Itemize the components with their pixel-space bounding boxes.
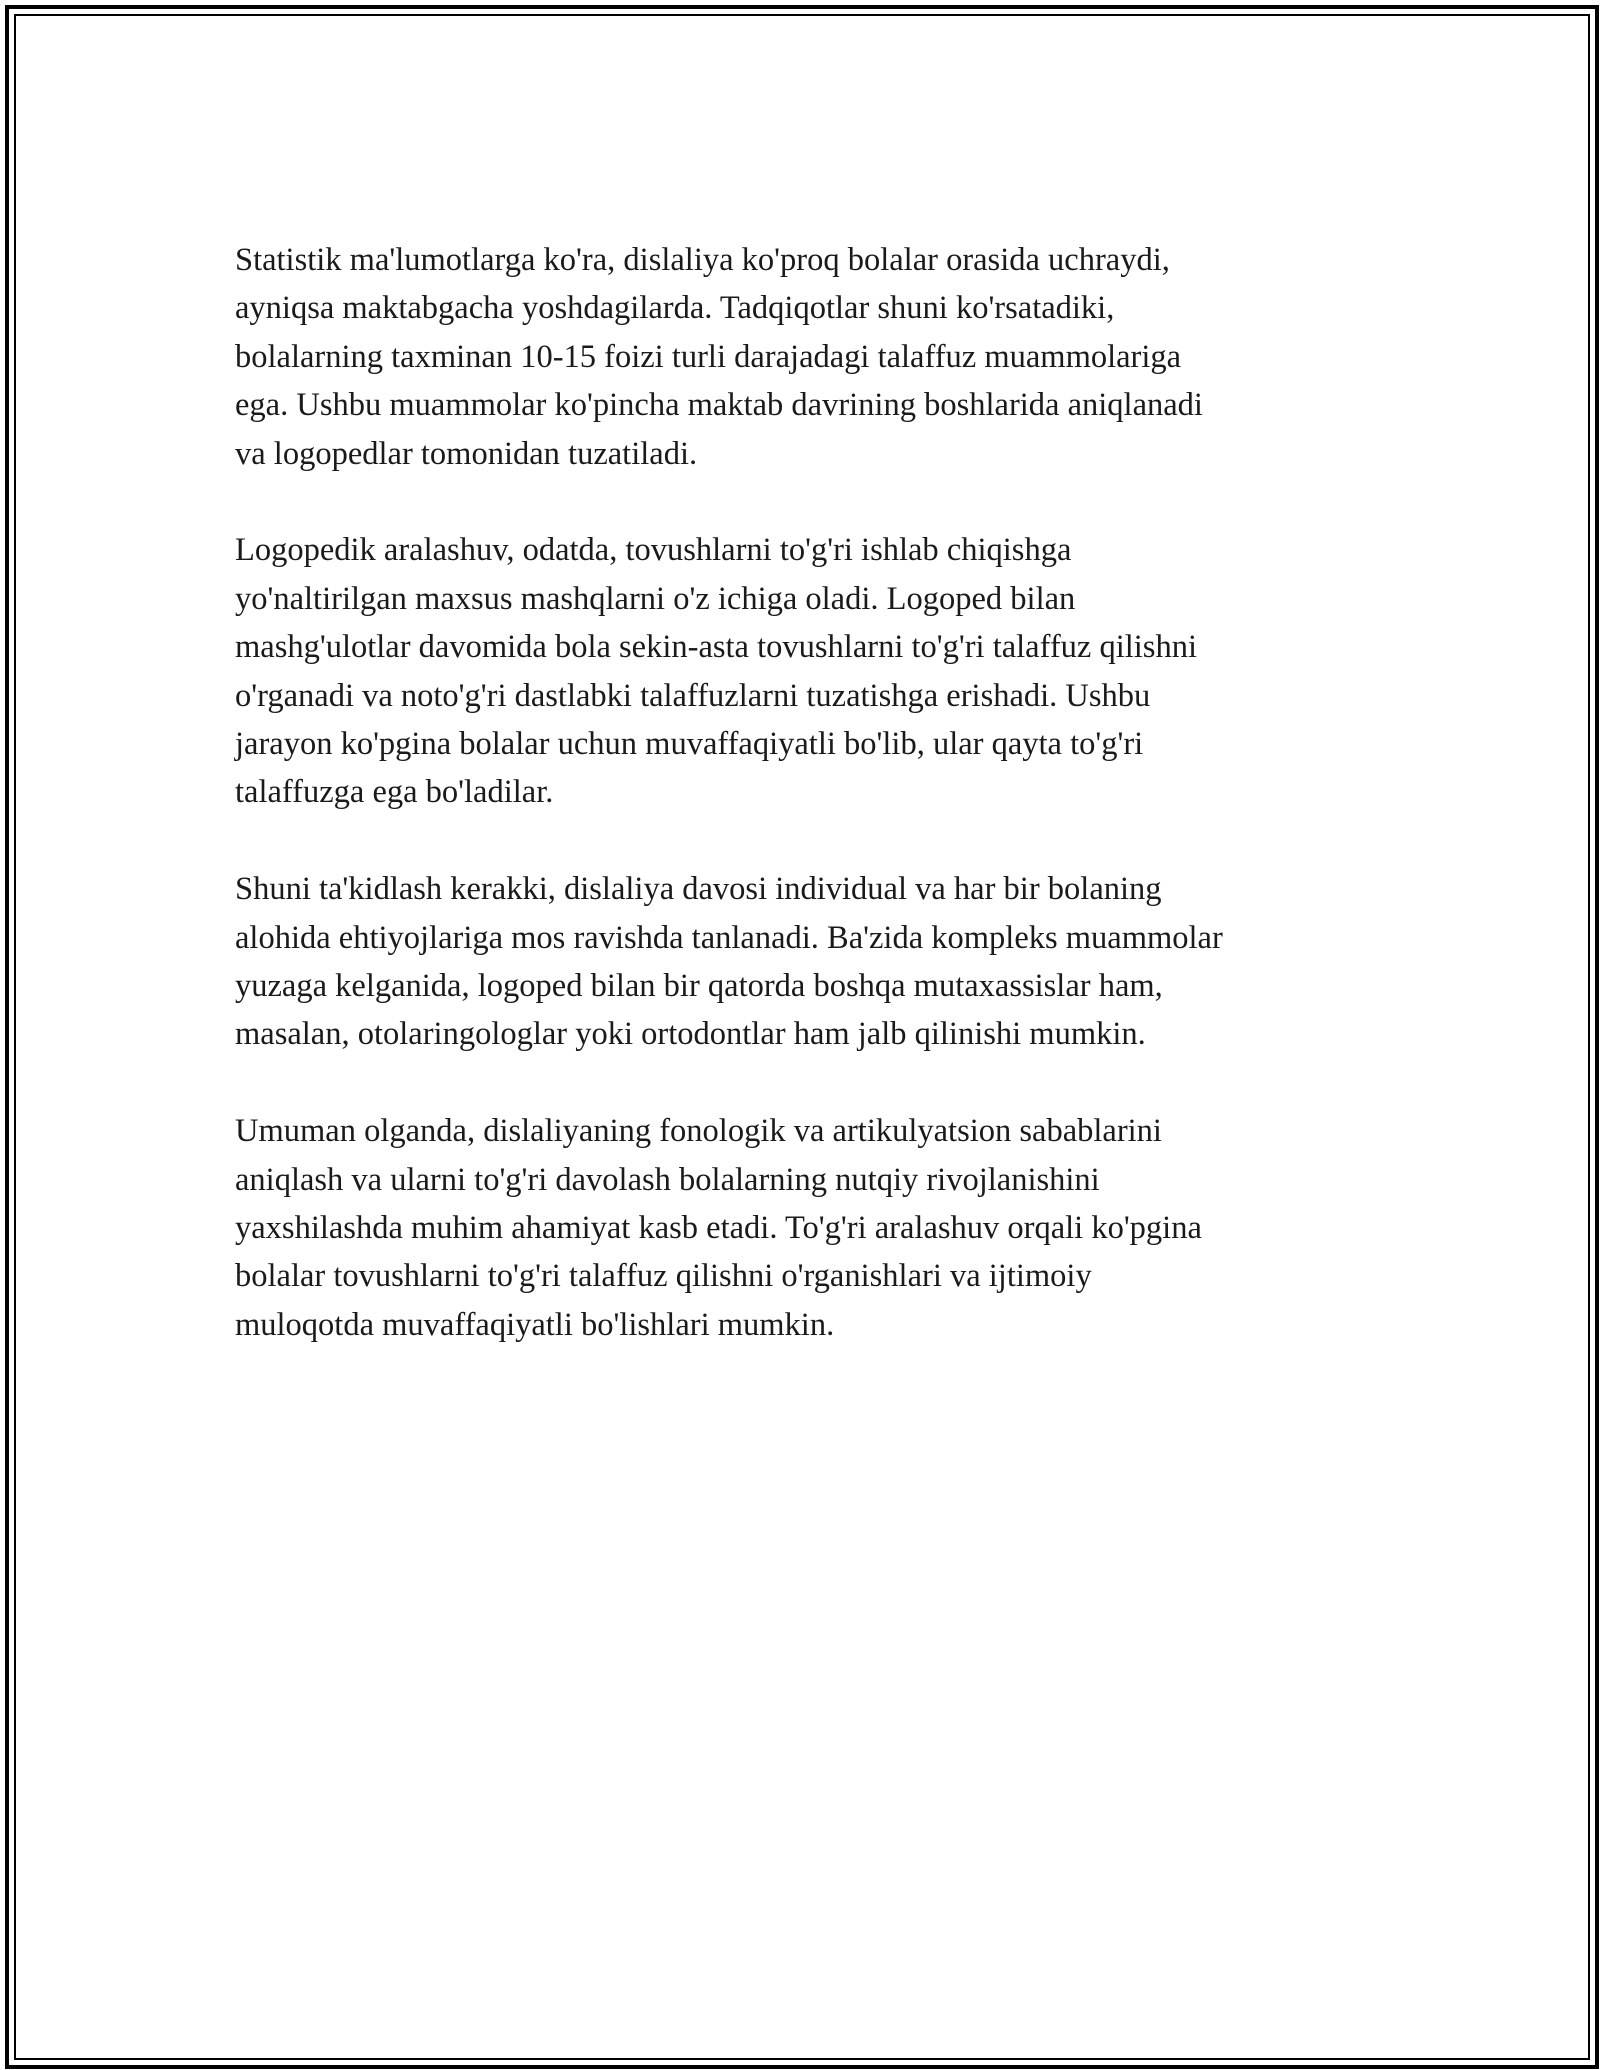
paragraph-conclusion: Umuman olganda, dislaliyaning fonologik va artikulyatsion sabablarini aniqlash va ularni to'g'ri davolash bolalarning nutqiy rivojlanishini yaxshilashda muhim ahamiyat kasb etadi. To'g'ri aralashuv orqali ko'pgina bolalar tovushlarni to'g'ri talaffuz qilishni o'rganishlari va ijtimoiy muloqotda muvaffaqiyatli bo'lishlari mumkin. [235, 1113, 1202, 1343]
document-body [235, 236, 1365, 1398]
paragraph-individual-treatment: Shuni ta'kidlash kerakki, dislaliya davosi individual va har bir bolaning alohida ehtiyojlariga mos ravishda tanlanadi. Ba'zida kompleks muammolar yuzaga kelganida, logoped bilan bir qatorda boshqa mutaxassislar ham, masalan, otolaringologlar yoki ortodontlar ham jalb qilinishi mumkin. [235, 871, 1223, 1053]
paragraph-statistics: Statistik ma'lumotlarga ko'ra, dislaliya ko'proq bolalar orasida uchraydi, ayniqsa maktabgacha yoshdagilarda. Tadqiqotlar shuni ko'rsatadiki, bolalarning taxminan 10-15 foizi turli darajadagi talaffuz muammolariga ega. Ushbu muammolar ko'pincha maktab davrining boshlarida aniqlanadi va logopedlar tomonidan tuzatiladi. [235, 242, 1203, 472]
paragraph-speech-therapy: Logopedik aralashuv, odatda, tovushlarni to'g'ri ishlab chiqishga yo'naltirilgan maxsus mashqlarni o'z ichiga oladi. Logoped bilan mashg'ulotlar davomida bola sekin-asta tovushlarni to'g'ri talaffuz qilishni o'rganadi va noto'g'ri dastlabki talaffuzlarni tuzatishga erishadi. Ushbu jarayon ko'pgina bolalar uchun muvaffaqiyatli bo'lib, ular qayta to'g'ri talaffuzga ega bo'ladilar. [235, 532, 1197, 811]
